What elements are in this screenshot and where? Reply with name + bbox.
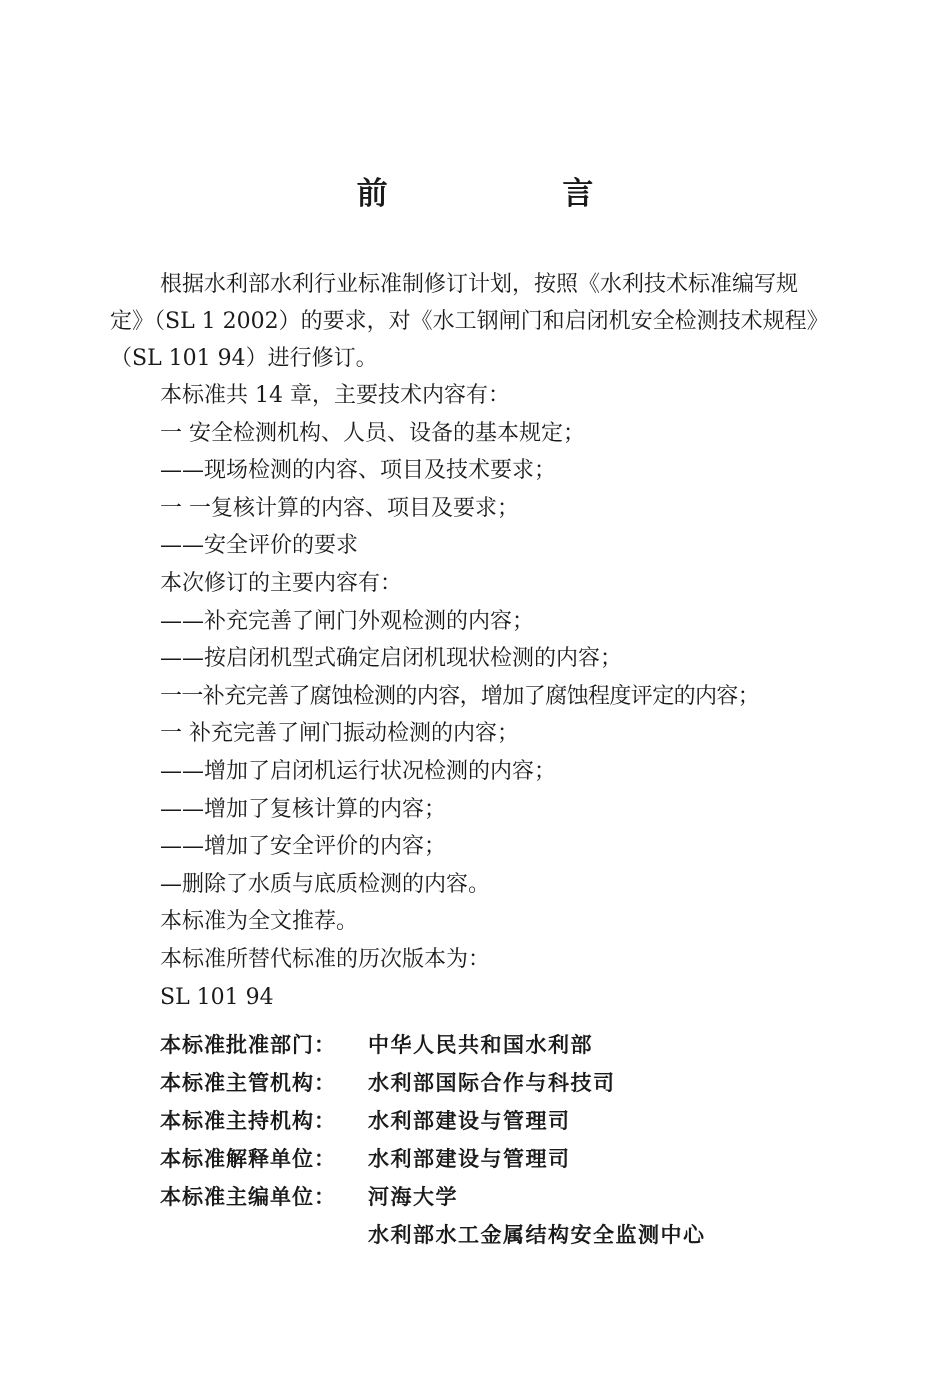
page-title: 前 言 bbox=[356, 176, 676, 212]
meta-value: 水利部建设与管理司 bbox=[368, 1109, 571, 1134]
meta-value: 河海大学 bbox=[368, 1185, 458, 1210]
list-item: ——按启闭机型式确定启闭机现状检测的内容； bbox=[160, 646, 623, 672]
list-item: —删除了水质与底质检测的内容。 bbox=[160, 871, 491, 897]
list-item: ——现场检测的内容、项目及技术要求； bbox=[160, 458, 557, 484]
list-item: 一一补充完善了腐蚀检测的内容，增加了腐蚀程度评定的内容； bbox=[160, 683, 760, 709]
meta-row bbox=[160, 1102, 830, 1140]
revision-intro: 本次修订的主要内容有： bbox=[160, 570, 403, 596]
meta-value: 水利部建设与管理司 bbox=[368, 1147, 571, 1172]
meta-row bbox=[160, 1140, 830, 1178]
meta-row bbox=[160, 1026, 830, 1064]
responsible-units bbox=[110, 1026, 830, 1254]
meta-value: 中华人民共和国水利部 bbox=[368, 1033, 593, 1058]
intro-paragraph: 根据水利部水利行业标准制修订计划，按照《水利技术标准编写规定》（SL 1 2002）的要求，对《水工钢闸门和启闭机安全检测技术规程》（SL 101 94）进行修订。 bbox=[110, 272, 829, 371]
meta-row bbox=[160, 1064, 830, 1102]
meta-value: 水利部水工金属结构安全监测中心 bbox=[368, 1223, 706, 1248]
meta-label: 本标准主编单位： bbox=[160, 1185, 336, 1210]
history-intro: 本标准所替代标准的历次版本为： bbox=[160, 946, 491, 972]
list-item: ——增加了启闭机运行状况检测的内容； bbox=[160, 758, 557, 784]
list-item: 一 补充完善了闸门振动检测的内容； bbox=[160, 721, 519, 747]
chapters-intro: 本标准共 14 章，主要技术内容有： bbox=[160, 383, 510, 408]
list-item: ——补充完善了闸门外观检测的内容； bbox=[160, 608, 535, 634]
meta-label: 本标准主管机构： bbox=[160, 1071, 336, 1096]
list-item: ——增加了复核计算的内容； bbox=[160, 796, 447, 822]
main-contents-list bbox=[110, 415, 830, 565]
meta-label: 本标准主持机构： bbox=[160, 1109, 336, 1134]
meta-label: 本标准批准部门： bbox=[160, 1033, 336, 1058]
meta-row bbox=[160, 1216, 830, 1254]
meta-row bbox=[160, 1178, 830, 1216]
list-item: ——安全评价的要求 bbox=[160, 533, 359, 559]
recommendation: 本标准为全文推荐。 bbox=[160, 909, 359, 935]
meta-label bbox=[160, 1216, 368, 1254]
list-item: ——增加了安全评价的内容； bbox=[160, 834, 447, 860]
meta-value: 水利部国际合作与科技司 bbox=[368, 1071, 616, 1096]
preface-body bbox=[110, 266, 830, 1254]
list-item: 一 安全检测机构、人员、设备的基本规定； bbox=[160, 420, 585, 446]
meta-label: 本标准解释单位： bbox=[160, 1147, 336, 1172]
revisions-list bbox=[110, 603, 830, 904]
list-item: 一 一复核计算的内容、项目及要求； bbox=[160, 495, 519, 521]
history-code: SL 101 94 bbox=[160, 984, 274, 1010]
